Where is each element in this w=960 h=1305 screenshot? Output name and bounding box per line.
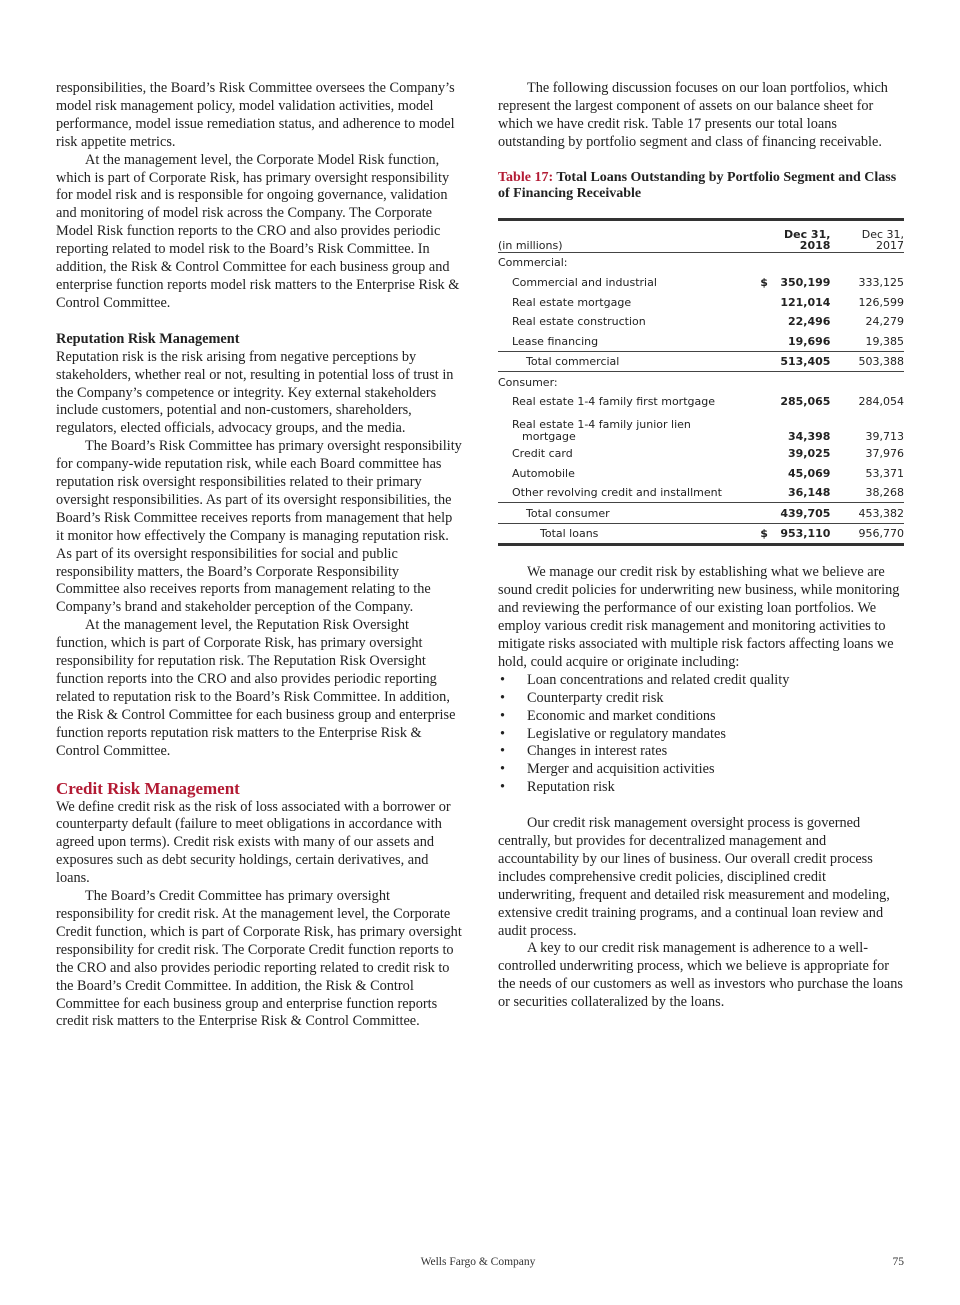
commercial-section-label: Commercial:: [498, 256, 568, 270]
row-label: Automobile: [512, 466, 575, 480]
value-2018: 513,405: [777, 351, 832, 372]
value-2018: 19,696: [787, 334, 831, 348]
row-label: Lease financing: [512, 334, 599, 348]
right-column: [498, 80, 904, 1012]
left-column: [56, 80, 462, 1031]
bullet-icon: •: [500, 689, 506, 706]
row-label: Total commercial: [498, 351, 760, 372]
bullet-icon: •: [500, 761, 506, 778]
model-risk-management-level-paragraph: At the management level, the Corporate Model Risk function, which is part of Corporate Risk, has primary oversight responsibility for model risk and is responsible for ongoing governance, validation and monitoring of model risk across the Company. The Corporate Model Risk function reports to the CRO and also provides periodic reporting related to model risk to the Board’s Risk Committee. In addition, the Risk & Control Committee for each business group and enterprise function reports model risk matters to the Enterprise Risk & Control Committee.: [56, 151, 460, 311]
column-header-2018: Dec 31, 2018: [777, 221, 832, 253]
table-row: [498, 443, 904, 463]
table-row: [498, 292, 904, 312]
table-row: [498, 331, 904, 351]
reputation-risk-definition-paragraph: Reputation risk is the risk arising from negative perceptions by stakeholders, whether real or not, resulting in potential loss of trust in the Company’s competence or integrity. Key external stakeholders include customers, potential and non-customers, shareholders, regulators, elected officials, advocacy groups, and the media.: [56, 348, 454, 437]
row-label: Real estate construction: [512, 315, 646, 329]
table-number-label: Table 17:: [498, 169, 554, 185]
list-item: • Counterparty credit risk: [500, 689, 664, 706]
value-2018: 121,014: [780, 295, 831, 309]
table-title: [498, 170, 904, 203]
credit-oversight-paragraph: Our credit risk management oversight process is governed centrally, but provides for decentralized management and accountability by our lines of business. Our overall credit process includes comprehensive credit policies, disciplined credit underwriting, frequent and detailed risk measurement and modeling, extensive credit training programs, and a continual loan review and audit process.: [498, 815, 890, 939]
list-item: • Merger and acquisition activities: [500, 761, 715, 778]
list-item: • Economic and market conditions: [500, 707, 716, 724]
value-2017: 19,385: [865, 334, 904, 348]
value-2017: 453,382: [859, 503, 905, 524]
row-label: Real estate mortgage: [512, 295, 632, 309]
row-label: Total loans: [498, 523, 760, 545]
table-top-rule: [498, 203, 904, 221]
bullet-icon: •: [500, 779, 506, 796]
risk-factor-list: [498, 672, 904, 797]
table-row: [498, 392, 904, 412]
consumer-section-label: Consumer:: [498, 372, 904, 392]
bullet-icon: •: [500, 671, 506, 688]
row-label: Real estate 1-4 family first mortgage: [512, 395, 715, 409]
value-2018: 45,069: [787, 466, 831, 480]
table-row: [498, 272, 904, 292]
table-row: [498, 411, 904, 443]
underwriting-key-paragraph: A key to our credit risk management is adherence to a well-controlled underwriting process, which we believe is appropriate for the needs of our customers as well as investors who purchase the loans or securities collateralized by the loans.: [498, 940, 903, 1011]
row-label: Total consumer: [498, 503, 760, 524]
list-item: • Legislative or regulatory mandates: [500, 725, 726, 742]
value-2017: 126,599: [858, 295, 904, 309]
table-total-row: [498, 523, 904, 545]
table-row: [498, 463, 904, 483]
table-row: [498, 483, 904, 503]
reputation-risk-management-paragraph: At the management level, the Reputation Risk Oversight function, which is part of Corporate Risk, has primary oversight responsibility for reputation risk. The Reputation Risk Oversight function reports into the CRO and also provides periodic reporting related to reputation risk to the Board’s Risk Committee. In addition, the Risk & Control Committee for each business group and enterprise function reports reputation risk matters to the Enterprise Risk & Control Committee.: [56, 617, 456, 759]
value-2017: 53,371: [865, 466, 904, 480]
value-2017: 956,770: [859, 523, 905, 545]
table-row: [498, 311, 904, 331]
row-label: Other revolving credit and installment: [512, 486, 722, 500]
credit-risk-definition-paragraph: We define credit risk as the risk of loss associated with a borrower or counterparty default (failure to meet obligations in accordance with agreed upon terms). Credit risk exists with many of our assets and exposures such as debt security holdings, certain derivatives, and loans.: [56, 798, 451, 887]
row-label-line-2: mortgage: [522, 430, 576, 444]
credit-risk-manage-paragraph: We manage our credit risk by establishing what we believe are sound credit policies for underwriting new business, while monitoring and reviewing the performance of our existing loan portfolios. We employ various credit risk management and monitoring activities to mitigate risks associated with multiple risk factors affecting loans we hold, could acquire or originate including:: [498, 564, 900, 670]
value-2018: 34,398: [787, 430, 831, 444]
value-2017: 503,388: [859, 351, 905, 372]
row-label-line-1: Real estate 1-4 family junior lien: [512, 418, 691, 432]
credit-risk-board-paragraph: The Board’s Credit Committee has primary oversight responsibility for credit risk. At the management level, the Corporate Credit function, which is part of Corporate Risk, has primary oversight responsibility for credit risk. The Corporate Credit function reports to the CRO and also provides periodic reporting related to credit risk to the Board’s Credit Committee. In addition, the Risk & Control Committee for each business group and enterprise function reports credit risk matters to the Enterprise Risk & Control Committee.: [56, 888, 462, 1030]
table-title-text: Total Loans Outstanding by Portfolio Segment and Class of Financing Receivable: [498, 169, 897, 202]
value-2017: 38,268: [865, 486, 904, 500]
value-2017: 24,279: [865, 315, 904, 329]
credit-risk-heading: Credit Risk Management: [56, 778, 240, 798]
value-2017: 37,976: [865, 447, 904, 461]
model-risk-paragraph-continued: responsibilities, the Board’s Risk Committee oversees the Company’s model risk management policy, model validation activities, model performance, model issue remediation status, and adherence to model risk appetite metrics.: [56, 80, 455, 150]
value-2018: 39,025: [787, 447, 831, 461]
reputation-risk-heading: Reputation Risk Management: [56, 330, 240, 347]
column-header-2017: Dec 31, 2017: [859, 221, 905, 253]
value-2018: 36,148: [787, 486, 831, 500]
value-2017: 284,054: [858, 395, 904, 409]
loan-portfolio-intro-paragraph: The following discussion focuses on our loan portfolios, which represent the largest component of assets on our balance sheet for which we have credit risk. Table 17 presents our total loans outstanding by portfolio segment and class of financing receivable.: [498, 80, 888, 150]
currency-symbol: $: [760, 523, 777, 545]
list-item: • Reputation risk: [500, 779, 615, 796]
value-2017: 39,713: [865, 430, 904, 444]
bullet-icon: •: [500, 725, 506, 742]
footer-company-name: Wells Fargo & Company: [420, 1256, 536, 1268]
value-2017: 333,125: [858, 275, 904, 289]
reputation-risk-board-paragraph: The Board’s Risk Committee has primary oversight responsibility for company-wide reputation risk, while each Board committee has reputation risk oversight responsibilities related to their primary oversight responsibilities. As part of its oversight responsibilities, the Board’s Risk Committee receives reports from management that help it monitor how effectively the Company is managing reputation risk. As part of its oversight responsibilities for social and public responsibility matters, the Board’s Corporate Responsibility Committee also receives reports from management relating to the Company’s brand and stakeholder perception of the Company.: [56, 438, 462, 616]
table-section-row: [498, 372, 904, 392]
value-2018: 22,496: [787, 315, 831, 329]
bullet-icon: •: [500, 707, 506, 724]
value-2018: 439,705: [777, 503, 832, 524]
currency-symbol: $: [760, 275, 768, 289]
list-item: • Changes in interest rates: [500, 743, 668, 760]
value-2018: 953,110: [777, 523, 832, 545]
table-section-row: [498, 252, 904, 272]
value-2018: 350,199: [780, 275, 831, 289]
bullet-icon: •: [500, 743, 506, 760]
table-subtotal-row: [498, 503, 904, 524]
value-2018: 285,065: [780, 395, 831, 409]
page-number: 75: [892, 1256, 904, 1268]
table-header-row: [498, 221, 904, 253]
table-subtotal-row: [498, 351, 904, 372]
row-label: Commercial and industrial: [512, 275, 657, 289]
row-label: Credit card: [512, 447, 573, 461]
row-label: [498, 411, 760, 443]
units-label: (in millions): [498, 221, 760, 253]
loans-outstanding-table: [498, 221, 904, 547]
list-item: • Loan concentrations and related credit quality: [500, 671, 790, 688]
